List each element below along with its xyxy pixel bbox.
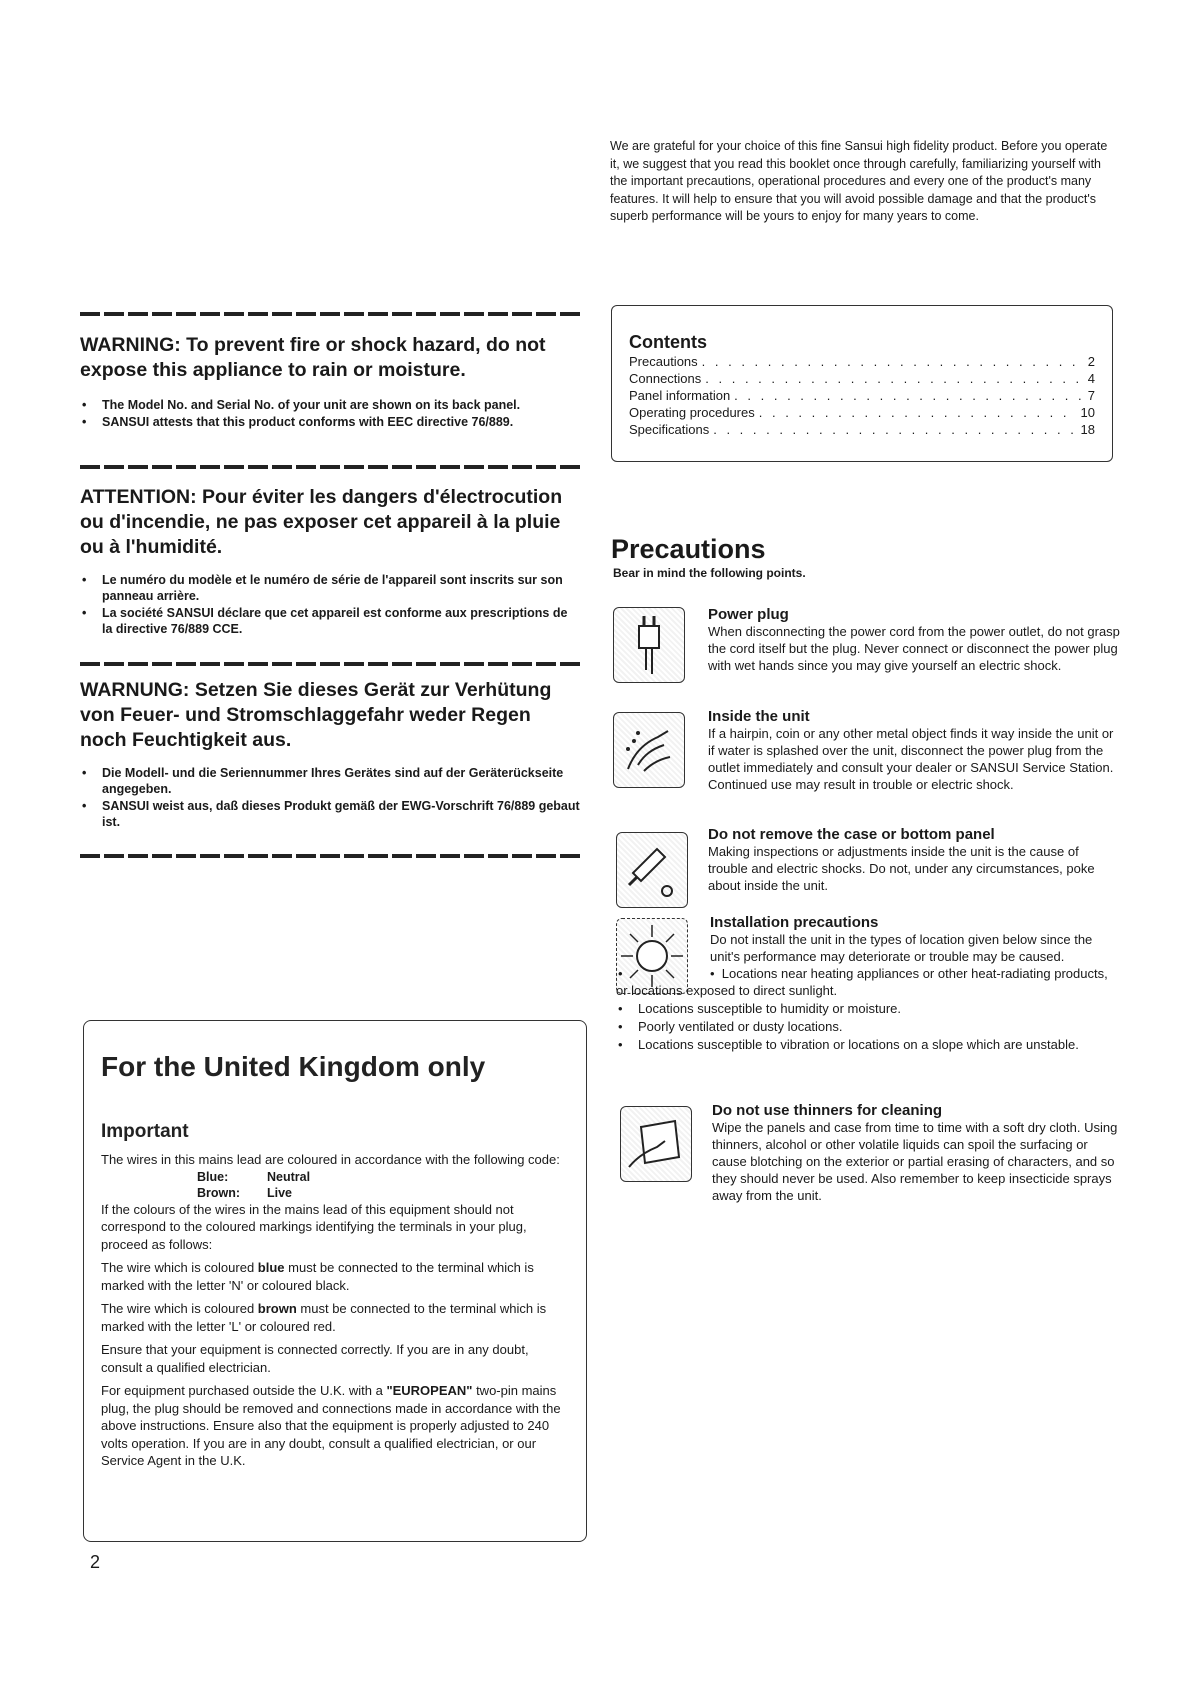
warning-english <box>80 333 580 431</box>
contents-entry-page: 7 <box>1087 388 1095 403</box>
uk-paragraph-blue <box>101 1259 573 1294</box>
warning-english-heading <box>80 333 580 383</box>
contents-entry <box>629 387 1095 404</box>
uk-text: For equipment purchased outside the U.K. with a <box>101 1383 387 1398</box>
precaution-text: Do not install the unit in the types of location given below since the unit's performance may deteriorate or trouble may be caused. <box>710 932 1093 964</box>
contents-entry-page: 18 <box>1080 422 1095 437</box>
installation-bullet: • Locations susceptible to vibration or locations on a slope which are unstable. <box>616 1036 1121 1053</box>
uk-paragraph-european <box>101 1382 573 1470</box>
contents-entry <box>629 421 1095 438</box>
contents-entry-label: Connections <box>629 371 702 386</box>
warning-german <box>80 678 580 831</box>
uk-paragraph-brown <box>101 1300 573 1335</box>
intro-paragraph: We are grateful for your choice of this fine Sansui high fidelity product. Before you operate it, we suggest that you read this booklet once through carefully, familiarizing yourself with the important precautions, operational procedures and every one of the product's many features. It will help to ensure that you will avoid possible damage and that the product's superb performance will be yours to enjoy for many years to come. <box>610 139 1108 223</box>
uk-code-row <box>101 1169 573 1185</box>
uk-text: The wire which is coloured <box>101 1260 258 1275</box>
contents-entry-page: 4 <box>1087 371 1095 386</box>
installation-bullet: • Poorly ventilated or dusty locations. <box>616 1018 1121 1035</box>
uk-text-bold: blue <box>257 1260 285 1275</box>
contents-entry-label: Operating procedures <box>629 405 755 420</box>
installation-bullet: • • Locations near heating appliances or other heat-radiating products, or locations exposed to direct sunlight. <box>616 965 1121 999</box>
precaution-inside-unit <box>616 708 1121 793</box>
uk-text-bold: brown <box>257 1301 297 1316</box>
contents-entry <box>629 353 1095 370</box>
warning-english-text: To prevent fire or shock hazard, do not expose this appliance to rain or moisture. <box>80 334 546 381</box>
uk-paragraph: Ensure that your equipment is connected correctly. If you are in any doubt, consult a qualified electrician. <box>101 1342 529 1375</box>
precaution-title: Installation precautions <box>710 914 879 931</box>
uk-text: must be connected to the terminal which is marked with the letter 'L' or coloured red. <box>101 1301 547 1334</box>
precautions-subtitle: Bear in mind the following points. <box>613 566 806 580</box>
precaution-installation <box>616 914 1121 1054</box>
precaution-text: If a hairpin, coin or any other metal object finds it way inside the unit or if water is splashed over the unit, disconnect the power plug from the outlet immediately and consult your dealer or SANSUI Service Station. Continued use may result in trouble or electric shock. <box>708 726 1114 792</box>
uk-code-row <box>101 1185 573 1201</box>
uk-text: two-pin mains plug, the plug should be removed and connections made in accordance with the above instructions. Ensure also that the equipment is properly adjusted to 240 volts operation. If you are in any doubt, consult a qualified electrician, or our Service Agent in the U.K. <box>101 1383 561 1468</box>
contents-entry <box>629 404 1095 421</box>
dashed-divider <box>80 854 580 858</box>
precaution-title: Inside the unit <box>708 708 810 725</box>
warning-english-bullet: • The Model No. and Serial No. of your unit are shown on its back panel. <box>80 397 580 413</box>
uk-code-meaning: Neutral <box>267 1169 311 1184</box>
precaution-title: Power plug <box>708 606 789 623</box>
page-number: 2 <box>90 1552 101 1572</box>
precaution-case-panel <box>708 826 1121 894</box>
uk-title: For the United Kingdom only <box>101 1051 486 1082</box>
screwdriver-icon <box>616 832 688 908</box>
uk-paragraph: If the colours of the wires in the mains lead of this equipment should not correspond to the coloured markings identifying the terminals in your plug, proceed as follows: <box>101 1201 527 1252</box>
contents-entry <box>629 370 1095 387</box>
warning-german-heading <box>80 678 580 753</box>
contents-box <box>611 305 1113 462</box>
uk-code-meaning: Live <box>267 1185 293 1200</box>
uk-notice-box <box>83 1020 587 1542</box>
warning-french-text: Pour éviter les dangers d'électrocution ou d'incendie, ne pas exposer cet appareil à la pluie ou à l'humidité. <box>80 486 563 558</box>
uk-important-heading: Important <box>101 1121 189 1142</box>
precaution-title: Do not remove the case or bottom panel <box>708 826 995 843</box>
uk-code-colour: Brown: <box>197 1185 241 1200</box>
warning-french-bullet: • Le numéro du modèle et le numéro de série de l'appareil sont inscrits sur son panneau arrière. <box>80 572 580 604</box>
precaution-text: When disconnecting the power cord from the power outlet, do not grasp the cord itself but the plug. Never connect or disconnect the power plug with wet hands since you may give yourself an electric shock. <box>708 624 1120 673</box>
warning-french-label: ATTENTION: <box>80 486 197 508</box>
warning-german-bullet: • SANSUI weist aus, daß dieses Produkt gemäß der EWG-Vorschrift 76/889 gebaut ist. <box>80 798 580 830</box>
dashed-divider <box>80 465 580 469</box>
precaution-title: Do not use thinners for cleaning <box>712 1102 943 1119</box>
contents-entry-label: Precautions <box>629 354 698 369</box>
warning-english-label: WARNING: <box>80 334 181 356</box>
uk-text: The wire which is coloured <box>101 1301 258 1316</box>
uk-text-bold: "EUROPEAN" <box>386 1383 473 1398</box>
warning-german-label: WARNUNG: <box>80 679 190 701</box>
precaution-power-plug <box>708 606 1121 674</box>
precautions-title: Precautions <box>611 534 766 564</box>
power-plug-icon <box>613 607 685 683</box>
installation-bullet-text: Locations near heating appliances or other heat-radiating products, or locations exposed to direct sunlight. <box>616 966 1108 998</box>
precaution-thinners <box>620 1102 1125 1204</box>
uk-text: must be connected to the terminal which is marked with the letter 'N' or coloured black. <box>101 1260 534 1293</box>
warning-german-text: Setzen Sie dieses Gerät zur Verhütung von Feuer- und Stromschlaggefahr weder Regen noch Feuchtigkeit aus. <box>80 679 552 751</box>
installation-bullet: • Locations susceptible to humidity or moisture. <box>616 1000 1121 1017</box>
precaution-text: Making inspections or adjustments inside the unit is the cause of trouble and electric shocks. Do not, under any circumstances, poke about inside the unit. <box>708 844 1095 893</box>
dashed-divider <box>80 662 580 666</box>
warning-french <box>80 485 580 638</box>
warning-english-bullet: • SANSUI attests that this product conforms with EEC directive 76/889. <box>80 414 580 430</box>
contents-entry-label: Panel information <box>629 388 731 403</box>
contents-entry-page: 2 <box>1087 354 1095 369</box>
uk-code-colour: Blue: <box>197 1169 229 1184</box>
precaution-text: Wipe the panels and case from time to time with a soft dry cloth. Using thinners, alcohol or other volatile liquids can spoil the surfacing or cause blotching on the exterior or partial erasing of characters, and so they should never be used. Also remember to keep insecticide sprays away from the unit. <box>712 1120 1118 1203</box>
uk-paragraph: The wires in this mains lead are coloured in accordance with the following code: <box>101 1152 560 1167</box>
warning-german-bullet: • Die Modell- und die Seriennummer Ihres Gerätes sind auf der Geräterückseite angegeben. <box>80 765 580 797</box>
contents-title: Contents <box>629 332 707 352</box>
warning-french-bullet: • La société SANSUI déclare que cet appareil est conforme aux prescriptions de la directive 76/889 CCE. <box>80 605 580 637</box>
dashed-divider <box>80 312 580 316</box>
warning-french-heading <box>80 485 580 560</box>
contents-entry-label: Specifications <box>629 422 710 437</box>
contents-entry-page: 10 <box>1080 405 1095 420</box>
